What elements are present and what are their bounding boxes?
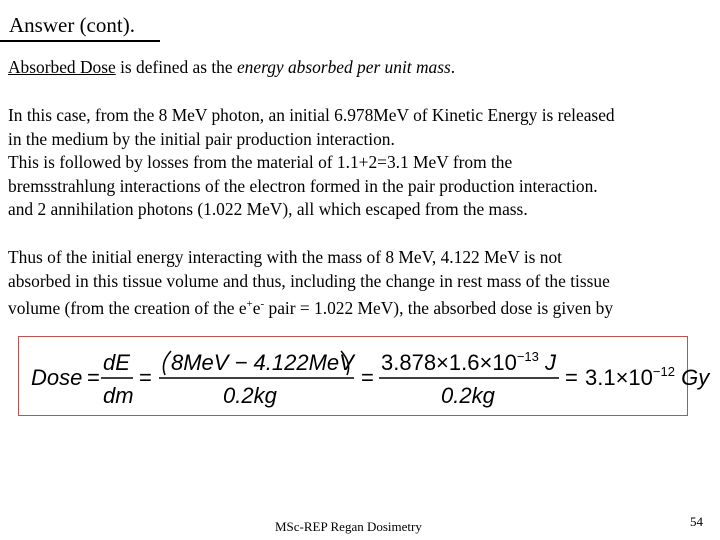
text-segment: pair = 1.022 MeV), the absorbed dose is given by [264, 297, 614, 318]
fraction1-denominator: dm [103, 383, 134, 408]
absorbed-dose-term: Absorbed Dose [8, 57, 116, 77]
equals-sign: = [87, 365, 100, 390]
text-line: Thus of the initial energy interacting with the mass of 8 MeV, 4.122 MeV is not [8, 247, 563, 267]
text-line: bremsstrahlung interactions of the electron formed in the pair production interaction. [8, 175, 598, 196]
equation-lhs: Dose [31, 365, 83, 390]
text-line: in the medium by the initial pair production interaction. [8, 128, 395, 149]
text-line: In this case, from the 8 MeV photon, an initial 6.978MeV of Kinetic Energy is released [8, 105, 615, 125]
equals-sign: = [139, 365, 152, 390]
text-line: This is followed by losses from the material of 1.1+2=3.1 MeV from the [8, 152, 513, 172]
equals-sign: = [565, 365, 578, 390]
text-segment: e [252, 297, 261, 318]
definition-connector: is defined as the [115, 57, 237, 77]
fraction3-numerator [381, 349, 557, 375]
paragraph-energy-losses [8, 104, 718, 222]
text-line [8, 293, 718, 320]
page-number: 54 [690, 514, 703, 529]
result-mantissa: 3.1×10 [585, 365, 653, 390]
definition-end: . [450, 57, 456, 77]
equals-sign: = [361, 365, 374, 390]
fraction2-numerator: 8MeV − 4.122MeV [171, 350, 354, 375]
numerator-mantissa: 3.878×1.6×10 [381, 350, 517, 375]
numerator-exponent: −13 [516, 349, 539, 364]
left-paren [163, 351, 171, 375]
fraction1-numerator: dE [103, 350, 130, 375]
slide-footer: MSc-REP Regan Dosimetry [275, 519, 422, 534]
dose-equation-box [18, 336, 710, 416]
text-segment: volume (from the creation of the e [8, 297, 247, 318]
equation-result [585, 364, 711, 390]
result-unit: Gy [674, 365, 710, 390]
positron-superscript: + [246, 298, 253, 310]
title-underline [0, 40, 160, 42]
paragraph-definition [8, 56, 718, 80]
electron-superscript: - [260, 298, 265, 310]
fraction3-denominator: 0.2kg [441, 383, 495, 408]
text-line: absorbed in this tissue volume and thus, including the change in rest mass of the tissue [8, 270, 610, 291]
definition-text: energy absorbed per unit mass [236, 57, 451, 77]
fraction2-denominator: 0.2kg [223, 383, 277, 408]
result-exponent: −12 [652, 364, 675, 379]
text-line: and 2 annihilation photons (1.022 MeV), all which escaped from the mass. [8, 199, 528, 219]
slide-title: Answer (cont). [9, 13, 135, 37]
paragraph-absorbed-energy [8, 246, 718, 320]
numerator-unit: J [538, 350, 556, 375]
dose-equation [19, 337, 710, 417]
